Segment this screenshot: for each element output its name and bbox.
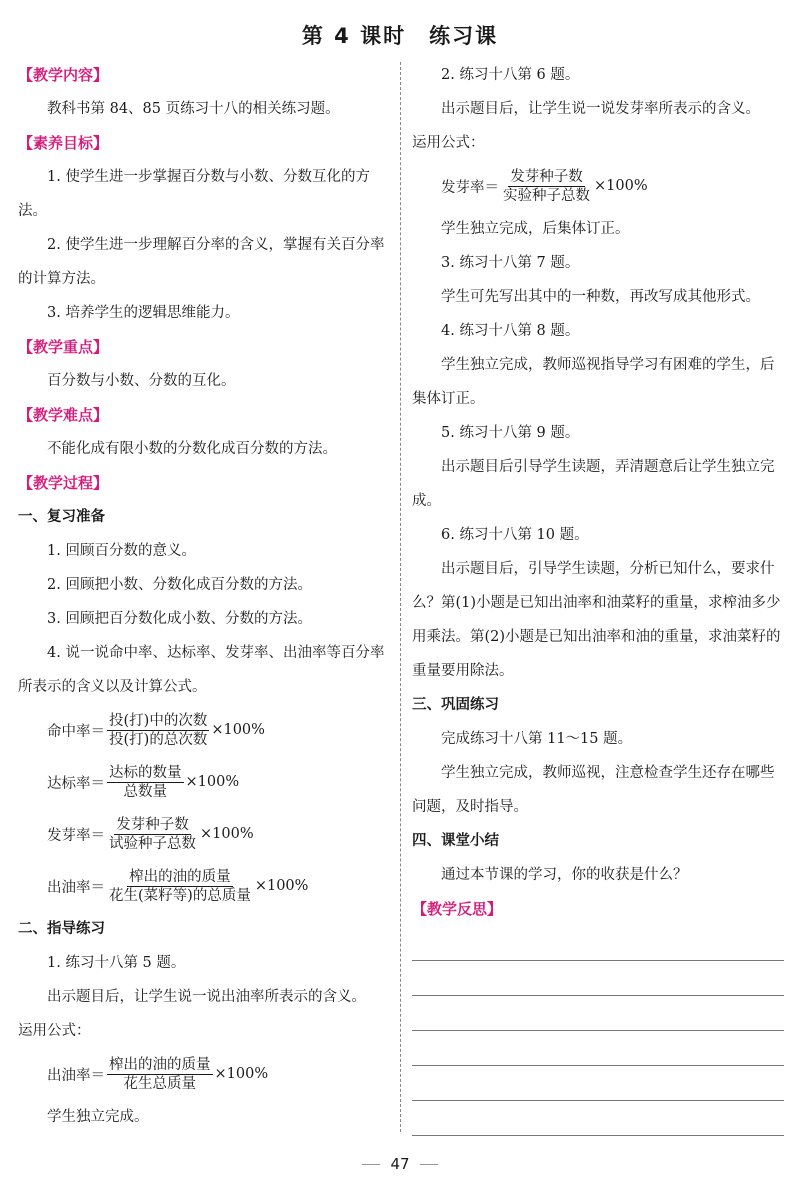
goals-tag: 【素养目标】 (18, 134, 109, 152)
formula-numerator: 发芽种子数 (510, 168, 583, 185)
formula-label: 达标率＝ (47, 775, 105, 792)
left-column (18, 58, 390, 1134)
use-formula-label: 运用公式： (412, 135, 485, 151)
consolidate-text: 学生独立完成，教师巡视，注意检查学生还存在哪些问题，及时指导。 (412, 765, 775, 815)
guided-item-text: 学生可先写出其中的一种数，再改写成其他形式。 (441, 289, 760, 305)
column-divider (400, 62, 401, 1132)
guided-item-title: 3. 练习十八第 7 题。 (441, 255, 580, 271)
guided-item-title: 2. 练习十八第 6 题。 (441, 67, 580, 83)
summary-text: 通过本节课的学习，你的收获是什么？ (441, 867, 688, 883)
formula-denominator: 花生(菜籽等)的总质量 (109, 887, 251, 904)
review-item: 4. 说一说命中率、达标率、发芽率、出油率等百分率所表示的含义以及计算公式。 (18, 645, 385, 695)
goal-item: 1. 使学生进一步掌握百分数与小数、分数互化的方法。 (18, 169, 370, 219)
section-review-heading: 一、复习准备 (18, 509, 105, 525)
guided-item-text: 学生独立完成，教师巡视指导学习有困难的学生，后集体订正。 (412, 357, 775, 407)
reflection-line[interactable] (412, 1101, 784, 1136)
formula-numerator: 投(打)中的次数 (109, 712, 208, 729)
consolidate-text: 完成练习十八第 11～15 题。 (441, 731, 633, 747)
guided-item-title: 1. 练习十八第 5 题。 (47, 955, 186, 971)
reflection-line[interactable] (412, 996, 784, 1031)
formula-denominator: 实验种子总数 (503, 187, 590, 204)
guided-item-end: 学生独立完成。 (47, 1109, 149, 1125)
formula-denominator: 花生总质量 (123, 1075, 196, 1092)
formula-denominator: 试验种子总数 (109, 835, 196, 852)
review-item: 3. 回顾把百分数化成小数、分数的方法。 (47, 611, 312, 627)
formula-numerator: 榨出的油的质量 (109, 1056, 211, 1073)
use-formula-label: 运用公式： (18, 1023, 91, 1039)
review-item: 2. 回顾把小数、分数化成百分数的方法。 (47, 577, 312, 593)
page-number-value: 47 (390, 1155, 410, 1173)
formula-label: 命中率＝ (47, 723, 105, 740)
guided-item-end: 学生独立完成，后集体订正。 (441, 221, 630, 237)
formula-numerator: 榨出的油的质量 (129, 868, 231, 885)
guided-item-text: 出示题目后，让学生说一说出油率所表示的含义。 (47, 989, 366, 1005)
teaching-content-text: 教科书第 84、85 页练习十八的相关练习题。 (47, 101, 340, 117)
formula-label: 发芽率＝ (441, 179, 499, 196)
formula-numerator: 发芽种子数 (116, 816, 189, 833)
difficulty-text: 不能化成有限小数的分数化成百分数的方法。 (47, 441, 337, 457)
key-point-tag: 【教学重点】 (18, 338, 109, 356)
formula-numerator: 达标的数量 (109, 764, 182, 781)
review-item: 1. 回顾百分数的意义。 (47, 543, 196, 559)
formula-fraction (107, 764, 184, 801)
formula-fraction (107, 1056, 213, 1093)
formula-germination-exercise (412, 160, 784, 212)
difficulty-tag: 【教学难点】 (18, 406, 109, 424)
formula-label: 出油率＝ (47, 1067, 105, 1084)
guided-item-text: 出示题目后引导学生读题，弄清题意后让学生独立完成。 (412, 459, 775, 509)
reflection-line[interactable] (412, 1031, 784, 1066)
reflection-line[interactable] (412, 1066, 784, 1101)
reflection-line[interactable] (412, 961, 784, 996)
guided-item-title: 4. 练习十八第 8 题。 (441, 323, 580, 339)
formula-hit-rate (18, 704, 390, 756)
formula-fraction (501, 168, 592, 205)
teaching-content-tag: 【教学内容】 (18, 66, 109, 84)
reflection-tag: 【教学反思】 (412, 900, 503, 918)
goal-item: 3. 培养学生的逻辑思维能力。 (47, 305, 240, 321)
formula-fraction (107, 868, 253, 905)
reflection-line[interactable] (412, 926, 784, 961)
process-tag: 【教学过程】 (18, 474, 109, 492)
page-title: 第 4 课时 练习课 (301, 24, 499, 48)
section-consolidate-heading: 三、巩固练习 (412, 697, 499, 713)
guided-item-text: 出示题目后，引导学生读题，分析已知什么，要求什么？第(1)小题是已知出油率和油菜籽的重量，求榨油多少用乘法。第(2)小题是已知出油率和油的重量，求油菜籽的重量要用除法。 (412, 561, 781, 679)
page-number (0, 1155, 800, 1173)
page-number-dash (420, 1164, 438, 1165)
formula-fraction (107, 712, 209, 749)
reflection-lines (412, 926, 784, 1136)
section-summary-heading: 四、课堂小结 (412, 833, 499, 849)
guided-item-title: 5. 练习十八第 9 题。 (441, 425, 580, 441)
formula-label: 发芽率＝ (47, 827, 105, 844)
page-number-dash (362, 1164, 380, 1165)
formula-denominator: 投(打)的总次数 (109, 731, 208, 748)
formula-label: 出油率＝ (47, 879, 105, 896)
formula-fraction (107, 816, 198, 853)
formula-oil-rate-exercise (18, 1048, 390, 1100)
guided-item-title: 6. 练习十八第 10 题。 (441, 527, 589, 543)
goal-item: 2. 使学生进一步理解百分率的含义，掌握有关百分率的计算方法。 (18, 237, 385, 287)
guided-item-text: 出示题目后，让学生说一说发芽率所表示的含义。 (441, 101, 760, 117)
formula-pass-rate (18, 756, 390, 808)
right-column (412, 58, 784, 1136)
formula-tail: ×100% (185, 774, 240, 790)
formula-tail: ×100% (594, 178, 648, 194)
formula-tail: ×100% (254, 878, 309, 894)
formula-tail: ×100% (200, 826, 254, 842)
section-guided-heading: 二、指导练习 (18, 921, 105, 937)
formula-germination-rate (18, 808, 390, 860)
formula-denominator: 总数量 (123, 783, 167, 800)
formula-tail: ×100% (211, 722, 265, 738)
key-point-text: 百分数与小数、分数的互化。 (47, 373, 236, 389)
formula-tail: ×100% (214, 1066, 269, 1082)
formula-oil-rate (18, 860, 390, 912)
